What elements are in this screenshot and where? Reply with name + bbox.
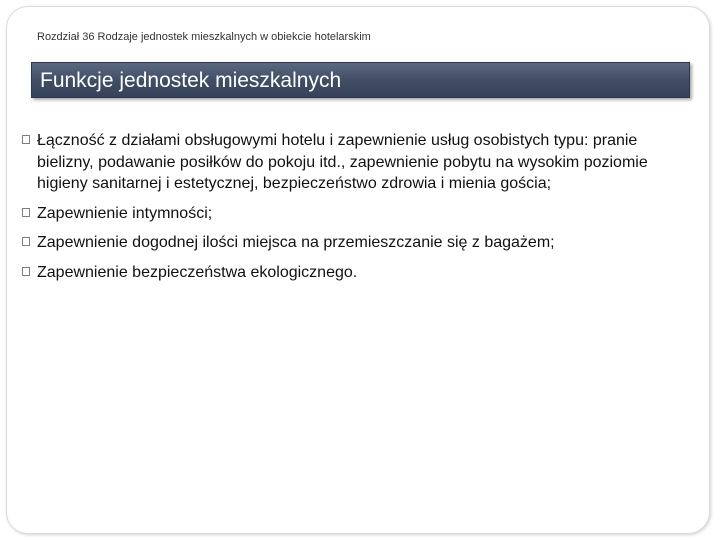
bullet-text: Łączność z działami obsługowymi hotelu i zapewnienie usług osobistych typu: pranie bielizny, podawanie posiłków do pokoju itd., zapewnienie pobytu na wysokim poziomie higieny sanitarnej i estetycznej, bezpieczeństwo zdrowia i mienia gościa; xyxy=(37,132,648,192)
bullet-text: Zapewnienie bezpieczeństwa ekologicznego. xyxy=(37,263,358,281)
bullet-item xyxy=(22,232,662,254)
bullet-list xyxy=(22,130,662,291)
bullet-item xyxy=(22,130,662,195)
square-bullet-icon xyxy=(22,208,30,217)
bullet-text: Zapewnienie intymności; xyxy=(37,204,213,222)
title-bar xyxy=(31,62,690,98)
bullet-item xyxy=(22,203,662,225)
square-bullet-icon xyxy=(22,135,30,144)
square-bullet-icon xyxy=(22,237,30,246)
bullet-text: Zapewnienie dogodnej ilości miejsca na przemieszczanie się z bagażem; xyxy=(37,234,555,251)
slide-title: Funkcje jednostek mieszkalnych xyxy=(40,69,342,92)
chapter-header: Rozdział 36 Rodzaje jednostek mieszkalnych w obiekcie hotelarskim xyxy=(37,31,371,43)
square-bullet-icon xyxy=(22,267,30,276)
bullet-item xyxy=(22,262,662,284)
